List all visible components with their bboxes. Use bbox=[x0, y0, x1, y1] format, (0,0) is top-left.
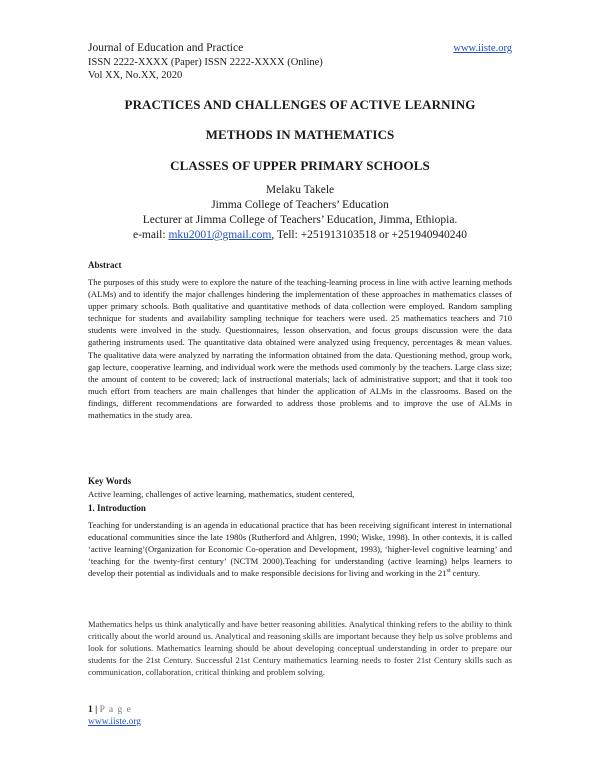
header-website-link[interactable]: www.iiste.org bbox=[453, 43, 512, 54]
author-name: Melaku Takele bbox=[265, 184, 335, 196]
page-separator: | bbox=[92, 705, 100, 715]
keywords-text: Active learning, challenges of active learning, mathematics, student centered, bbox=[88, 489, 355, 499]
journal-header bbox=[88, 42, 323, 83]
email-label: e-mail: bbox=[133, 229, 169, 241]
introduction-paragraph-1 bbox=[88, 519, 512, 579]
page-indicator bbox=[88, 704, 141, 716]
phone-numbers: , Tell: +251913103518 or +251940940240 bbox=[271, 229, 467, 241]
author-contact bbox=[88, 228, 512, 243]
intro-para1-end: century. bbox=[450, 568, 481, 579]
superscript-st: st bbox=[446, 568, 451, 575]
author-block bbox=[88, 183, 512, 243]
abstract-heading: Abstract bbox=[88, 260, 122, 270]
issn-line: ISSN 2222-XXXX (Paper) ISSN 2222-XXXX (Online) bbox=[88, 56, 323, 68]
keywords-heading: Key Words bbox=[88, 476, 132, 486]
author-affiliation: Jimma College of Teachers’ Education bbox=[211, 199, 389, 211]
title-line-2: METHODS IN MATHEMATICS bbox=[205, 127, 395, 142]
page-number: 1 bbox=[88, 705, 93, 715]
introduction-paragraph-2: Mathematics helps us think analytically and have better reasoning abilities. Analytical thinking refers to the ability to think critically about the world around us. Analytical and reasoning skills are important because they help us solve problems and look for solutions. Mathematics learning should be about developing conceptual understanding in order to prepare our students for the 21st Century. Successful 21st Century mathematics learning needs to foster 21st Century skills such as communication, collaboration, critical thinking and problem solving. bbox=[88, 619, 512, 678]
journal-name: Journal of Education and Practice bbox=[88, 42, 244, 54]
intro-para1-text: Teaching for understanding is an agenda in educational practice that has been receiving significant interest in international educational communities since the late 1980s (Rutherford and Ahlgren, 1990; Wiske, 1998). In other contexts, it is called ‘active learning’(Organization for Economic Co-operation and Development, 1993), ‘higher-level cognitive learning’ and ‘teaching for the twenty-first century’ (NCTM 2000).Teaching for understanding (active learning) helps learners to develop their potential as individuals and to make responsible decisions for living and working in the 21 bbox=[88, 520, 512, 579]
author-position: Lecturer at Jimma College of Teachers’ Education, Jimma, Ethiopia. bbox=[142, 214, 458, 226]
title-line-1: PRACTICES AND CHALLENGES OF ACTIVE LEARNING bbox=[124, 97, 476, 112]
introduction-heading: 1. Introduction bbox=[88, 503, 146, 513]
volume-line: Vol XX, No.XX, 2020 bbox=[88, 70, 183, 81]
title-line-3: CLASSES OF UPPER PRIMARY SCHOOLS bbox=[170, 158, 430, 173]
page-footer bbox=[88, 704, 141, 728]
footer-website-link[interactable]: www.iiste.org bbox=[88, 717, 142, 727]
email-link[interactable]: mku2001@gmail.com bbox=[168, 229, 272, 241]
abstract-text: The purposes of this study were to explore the nature of the teaching-learning process in line with active learning methods (ALMs) and to identify the major challenges hindering the implementation of these approaches in mathematics classes of upper primary schools. Both qualitative and quantitative methods of data collection were employed. Random sampling technique for students and availability sampling technique for teachers were used. 25 mathematics teachers and 710 students were involved in the study. Questionnaires, lesson observation, and focus groups discussion were the data gathering instruments used. The quantitative data obtained were analyzed using frequency, percentages & mean values. The qualitative data were analyzed by narrating the information obtained from the data. Questioning method, group work, gap lecture, cooperative learning, and individual work were the methods used commonly by the teachers. Large class size; the amount of content to be covered; lack of instructional materials; lack of administrative support; and that it took too much effort from teachers are main challenges that hinder the application of ALMs in the classrooms. Based on the findings, different recommendations are forwarded to address those problems and to improve the use of ALMs in mathematics in the study area. bbox=[88, 277, 512, 421]
page-label: P a g e bbox=[99, 705, 132, 715]
